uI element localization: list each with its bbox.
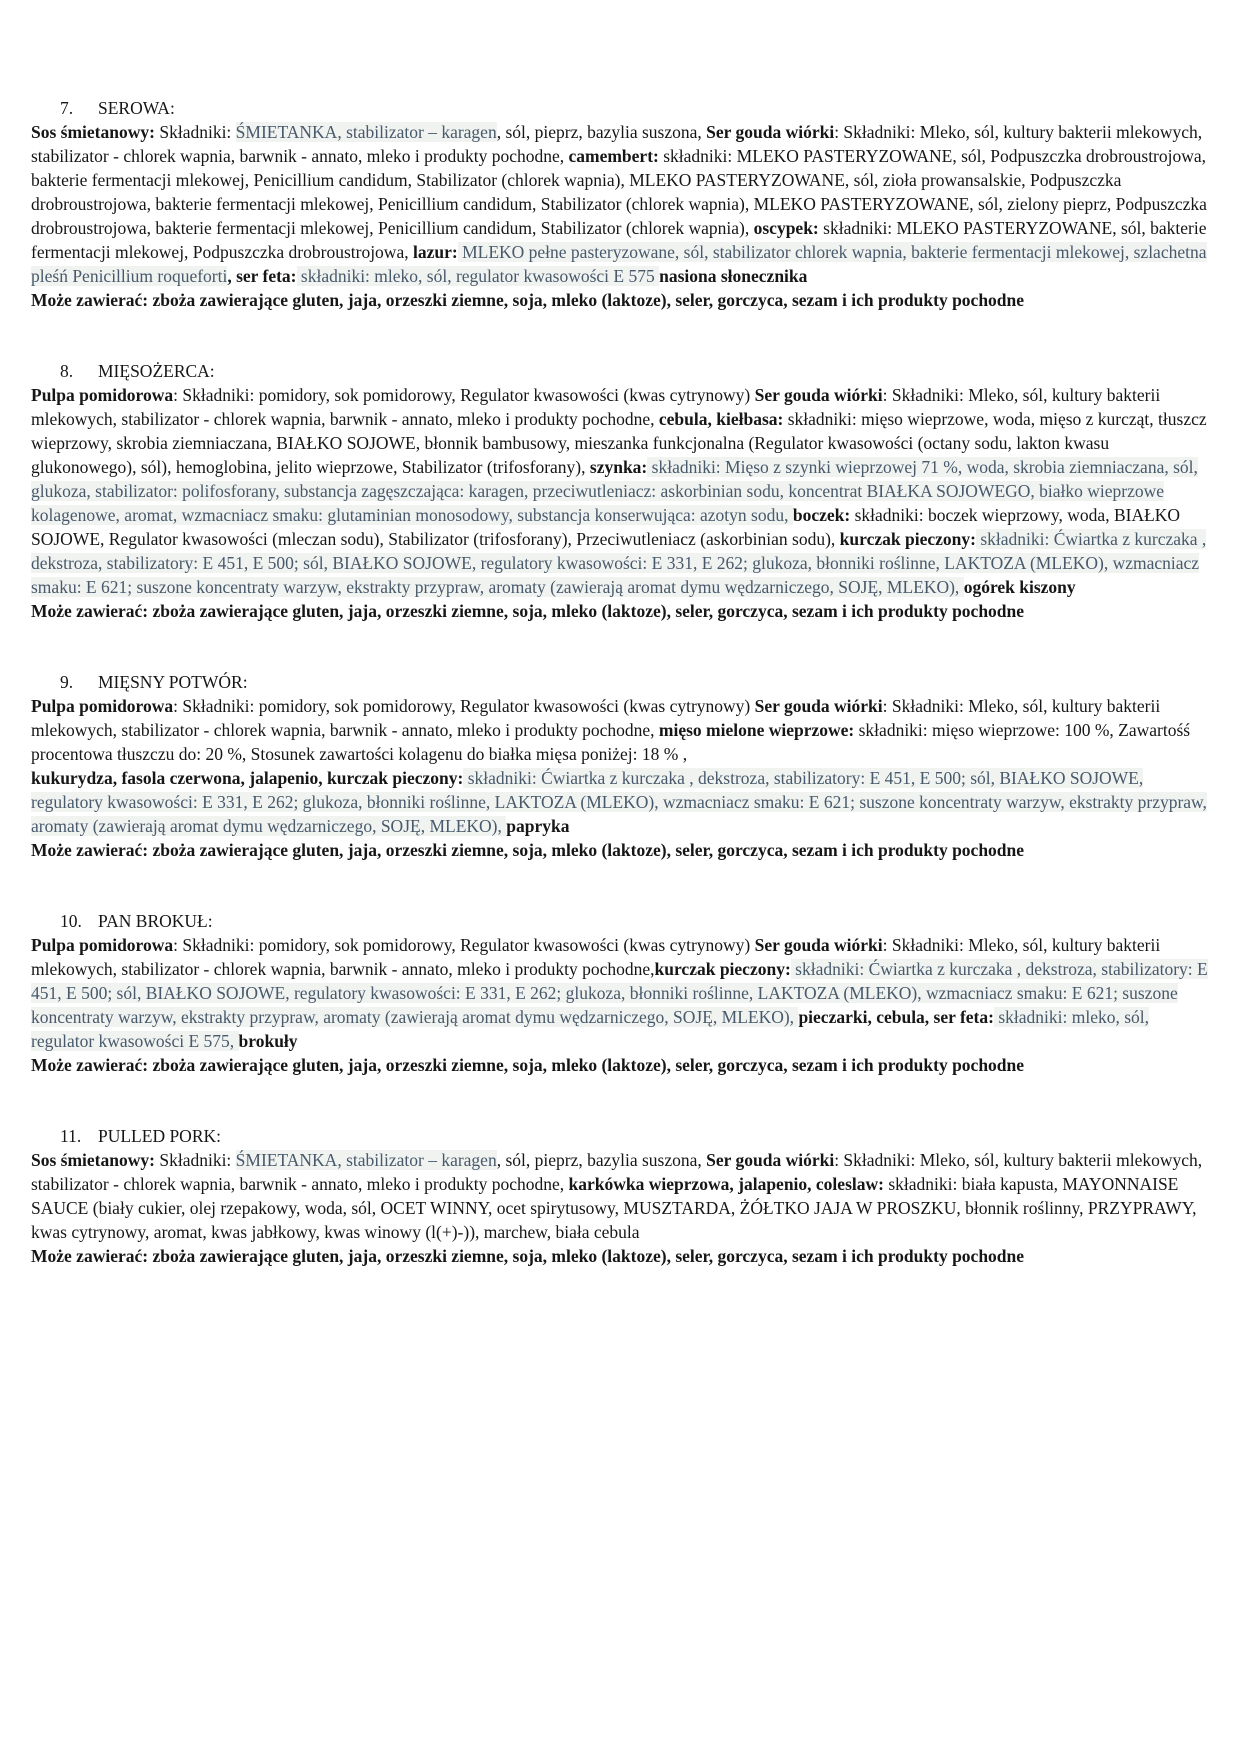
section-heading <box>31 670 1210 694</box>
highlighted-ingredient-text: składniki: mleko, sól, regulator kwasowości E 575 <box>296 266 660 286</box>
ingredients-paragraph <box>31 383 1210 599</box>
ingredient-name: nasiona słonecznika <box>659 266 808 286</box>
section-heading <box>31 359 1210 383</box>
allergen-warning: Może zawierać: zboża zawierające gluten, jaja, orzeszki ziemne, soja, mleko (laktoze), seler, gorczyca, sezam i ich produkty pochodne <box>31 1055 1025 1075</box>
ingredient-name: pieczarki, cebula, ser feta: <box>798 1007 994 1027</box>
ingredient-text: składniki: mięso wieprzowe, woda, mięso z kurcząt, tłuszcz wieprzowy, skrobia ziemniaczana, BIAŁKO SOJOWE, błonnik bambusowy, mieszanka funkcjonalna (Regulator kwasowości (octany sodu, lakton kwasu glukonowego), sól), hemoglobina, jelito wieprzowe, Stabilizator (trifosforany), <box>31 409 1207 477</box>
ingredient-name: Ser gouda wiórki <box>754 696 883 716</box>
sections-container <box>31 96 1210 1268</box>
ingredient-name: boczek: <box>792 505 851 525</box>
ingredient-name: Ser gouda wiórki <box>706 122 835 142</box>
section-heading <box>31 909 1210 933</box>
ingredients-paragraph <box>31 766 1210 838</box>
recipe-section <box>31 670 1210 862</box>
ingredient-name: ogórek kiszony <box>963 577 1076 597</box>
section-title: MIĘSOŻERCA: <box>98 361 215 381</box>
ingredient-name: papryka <box>506 816 570 836</box>
ingredient-name: Sos śmietanowy: <box>31 122 155 142</box>
ingredient-text: : Składniki: Mleko, sól, kultury bakterii mlekowych, stabilizator - chlorek wapnia, barwnik - annato, mleko i produkty pochodne, <box>31 935 1161 979</box>
section-title: PAN BROKUŁ: <box>98 911 213 931</box>
section-number: 7. <box>60 98 74 118</box>
ingredient-text: : Składniki: pomidory, sok pomidorowy, Regulator kwasowości (kwas cytrynowy) <box>173 696 755 716</box>
ingredient-text: , sól, pieprz, bazylia suszona, <box>496 122 707 142</box>
highlighted-ingredient-text: ŚMIETANKA, stabilizator – karagen <box>235 122 497 142</box>
ingredient-name: Pulpa pomidorowa <box>31 385 174 405</box>
section-number: 8. <box>60 361 74 381</box>
ingredient-name: mięso mielone wieprzowe: <box>658 720 855 740</box>
ingredients-paragraph <box>31 694 1210 766</box>
ingredient-name: , ser feta: <box>227 266 297 286</box>
section-heading <box>31 96 1210 120</box>
highlighted-ingredient-text: składniki: mleko, sól, regulator kwasowości E 575, <box>31 1007 1150 1051</box>
highlighted-ingredient-text: składniki: Ćwiartka z kurczaka , dekstroza, stabilizatory: E 451, E 500; sól, BIAŁKO SOJOWE, regulatory kwasowości: E 331, E 262; glukoza, błonniki roślinne, LAKTOZA (MLEKO), wzmacniacz smaku: E 621; suszone koncentraty warzyw, ekstrakty przypraw, aromaty (zawierają aromat dymu wędzarniczego, SOJĘ, MLEKO), <box>31 529 1207 597</box>
ingredient-name: Pulpa pomidorowa <box>31 935 174 955</box>
allergen-warning: Może zawierać: zboża zawierające gluten, jaja, orzeszki ziemne, soja, mleko (laktoze), seler, gorczyca, sezam i ich produkty pochodne <box>31 1246 1025 1266</box>
allergen-warning: Może zawierać: zboża zawierające gluten, jaja, orzeszki ziemne, soja, mleko (laktoze), seler, gorczyca, sezam i ich produkty pochodne <box>31 840 1025 860</box>
ingredient-text: , sól, pieprz, bazylia suszona, <box>496 1150 707 1170</box>
allergen-warning: Może zawierać: zboża zawierające gluten, jaja, orzeszki ziemne, soja, mleko (laktoze), seler, gorczyca, sezam i ich produkty pochodne <box>31 290 1025 310</box>
ingredient-name: karkówka wieprzowa, jalapenio, coleslaw: <box>568 1174 884 1194</box>
ingredient-name: szynka: <box>589 457 648 477</box>
ingredient-name: cebula, kiełbasa: <box>658 409 784 429</box>
highlighted-ingredient-text: ŚMIETANKA, stabilizator – karagen <box>235 1150 497 1170</box>
ingredient-text: : Składniki: Mleko, sól, kultury bakterii mlekowych, stabilizator - chlorek wapnia, barwnik - annato, mleko i produkty pochodne, <box>31 122 1203 166</box>
ingredient-text: Składniki: <box>154 1150 236 1170</box>
ingredient-text: składniki: mięso wieprzowe: 100 %, Zawartośś procentowa tłuszczu do: 20 %, Stosunek zawartości kolagenu do białka mięsa poniżej: 18 % , <box>31 720 1191 764</box>
highlighted-ingredient-text: składniki: Mięso z szynki wieprzowej 71 %, woda, skrobia ziemniaczana, sól, glukoza, stabilizator: polifosforany, substancja zagęszczająca: karagen, przeciwutleniacz: askorbinian sodu, koncentrat BIAŁKA SOJOWEGO, białko wieprzowe kolagenowe, aromat, wzmacniacz smaku: glutaminian monosodowy, substancja konserwująca: azotyn sodu, <box>31 457 1198 525</box>
recipe-section <box>31 359 1210 623</box>
section-number: 11. <box>60 1126 82 1146</box>
recipe-section <box>31 96 1210 312</box>
section-title: PULLED PORK: <box>98 1126 221 1146</box>
ingredient-name: kukurydza, fasola czerwona, jalapenio, kurczak pieczony: <box>31 768 464 788</box>
ingredient-text: Składniki: <box>154 122 236 142</box>
ingredient-name: oscypek: <box>753 218 819 238</box>
ingredient-name: Pulpa pomidorowa <box>31 696 174 716</box>
recipe-section <box>31 1124 1210 1268</box>
highlighted-ingredient-text: składniki: Ćwiartka z kurczaka , dekstroza, stabilizatory: E 451, E 500; sól, BIAŁKO SOJOWE, regulatory kwasowości: E 331, E 262; glukoza, błonniki roślinne, LAKTOZA (MLEKO), wzmacniacz smaku: E 621; suszone koncentraty warzyw, ekstrakty przypraw, aromaty (zawierają aromat dymu wędzarniczego, SOJĘ, MLEKO), <box>31 768 1207 836</box>
allergen-warning: Może zawierać: zboża zawierające gluten, jaja, orzeszki ziemne, soja, mleko (laktoze), seler, gorczyca, sezam i ich produkty pochodne <box>31 601 1025 621</box>
ingredient-text: : Składniki: pomidory, sok pomidorowy, Regulator kwasowości (kwas cytrynowy) <box>173 935 755 955</box>
ingredient-name: kurczak pieczony: <box>654 959 791 979</box>
section-number: 9. <box>60 672 74 692</box>
section-number: 10. <box>60 911 82 931</box>
ingredient-name: camembert: <box>568 146 659 166</box>
recipe-section <box>31 909 1210 1077</box>
section-title: SEROWA: <box>98 98 175 118</box>
ingredients-paragraph <box>31 933 1210 1053</box>
ingredient-text: składniki: MLEKO PASTERYZOWANE, sól, Podpuszczka drobroustrojowa, bakterie fermentacji mlekowej, Penicillium candidum, Stabilizator (chlorek wapnia), MLEKO PASTERYZOWANE, sól, zioła prowansalskie, Podpuszczka drobroustrojowa, bakterie fermentacji mlekowej, Penicillium candidum, Stabilizator (chlorek wapnia), MLEKO PASTERYZOWANE, sól, zielony pieprz, Podpuszczka drobroustrojowa, bakterie fermentacji mlekowej, Penicillium candidum, Stabilizator (chlorek wapnia), <box>31 146 1207 238</box>
ingredients-paragraph <box>31 1148 1210 1244</box>
ingredient-text: : Składniki: pomidory, sok pomidorowy, Regulator kwasowości (kwas cytrynowy) <box>173 385 755 405</box>
ingredient-text: : Składniki: Mleko, sól, kultury bakterii mlekowych, stabilizator - chlorek wapnia, barwnik - annato, mleko i produkty pochodne, <box>31 385 1161 429</box>
ingredient-name: Ser gouda wiórki <box>754 935 883 955</box>
section-heading <box>31 1124 1210 1148</box>
ingredient-name: lazur: <box>412 242 458 262</box>
ingredient-name: Ser gouda wiórki <box>706 1150 835 1170</box>
ingredient-text: składniki: biała kapusta, MAYONNAISE SAUCE (biały cukier, olej rzepakowy, woda, sól, OCET WINNY, ocet spirytusowy, MUSZTARDA, ŻÓŁTKO JAJA W PROSZKU, błonnik roślinny, PRZYPRAWY, kwas cytrynowy, aromat, kwas jabłkowy, kwas winowy (l(+)-)), marchew, biała cebula <box>31 1174 1197 1242</box>
ingredient-text: składniki: boczek wieprzowy, woda, BIAŁKO SOJOWE, Regulator kwasowości (mleczan sodu), Stabilizator (trifosforany), Przeciwutleniacz (askorbinian sodu), <box>31 505 1181 549</box>
ingredient-name: kurczak pieczony: <box>839 529 976 549</box>
section-title: MIĘSNY POTWÓR: <box>98 672 248 692</box>
ingredient-text: składniki: MLEKO PASTERYZOWANE, sól, bakterie fermentacji mlekowej, Podpuszczka drobroustrojowa, <box>31 218 1207 262</box>
ingredient-text: : Składniki: Mleko, sól, kultury bakterii mlekowych, stabilizator - chlorek wapnia, barwnik - annato, mleko i produkty pochodne, <box>31 1150 1203 1194</box>
ingredient-name: Ser gouda wiórki <box>754 385 883 405</box>
ingredients-paragraph <box>31 120 1210 288</box>
ingredient-name: Sos śmietanowy: <box>31 1150 155 1170</box>
highlighted-ingredient-text: składniki: Ćwiartka z kurczaka , dekstroza, stabilizatory: E 451, E 500; sól, BIAŁKO SOJOWE, regulatory kwasowości: E 331, E 262; glukoza, błonniki roślinne, LAKTOZA (MLEKO), wzmacniacz smaku: E 621; suszone koncentraty warzyw, ekstrakty przypraw, aromaty (zawierają aromat dymu wędzarniczego, SOJĘ, MLEKO), <box>31 959 1208 1027</box>
ingredient-text: : Składniki: Mleko, sól, kultury bakterii mlekowych, stabilizator - chlorek wapnia, barwnik - annato, mleko i produkty pochodne, <box>31 696 1161 740</box>
highlighted-ingredient-text: MLEKO pełne pasteryzowane, sól, stabilizator chlorek wapnia, bakterie fermentacji mlekowej, szlachetna pleśń Penicillium roqueforti <box>31 242 1207 286</box>
ingredient-name: brokuły <box>238 1031 298 1051</box>
